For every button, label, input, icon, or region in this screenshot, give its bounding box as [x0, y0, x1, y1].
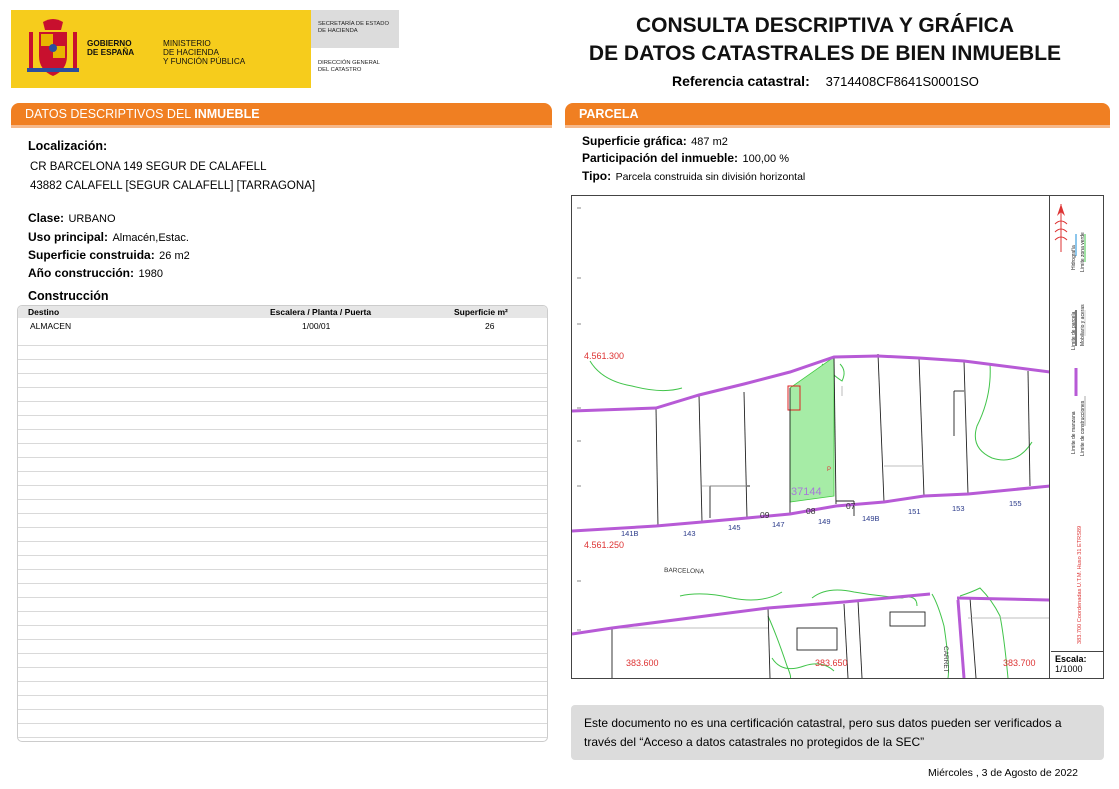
highlighted-parcel — [790, 357, 834, 502]
coordinate-system-label: 383.700 Coordenadas U.T.M. Huso 31 ETRS89 — [1077, 525, 1083, 644]
section-underline-left — [11, 125, 552, 128]
legend-mobiliario: Mobiliario y aceras — [1080, 304, 1086, 346]
section-header-parcela — [565, 103, 1110, 125]
coord-north-top: 4.561.300 — [584, 351, 625, 361]
num-155: 155 — [1009, 499, 1022, 508]
map-legend — [1051, 196, 1103, 651]
num-149: 149 — [818, 517, 831, 526]
num-149b: 149B — [862, 514, 880, 523]
localizacion-line-1: CR BARCELONA 149 SEGUR DE CALAFELL — [30, 161, 267, 173]
section-title-descriptive — [25, 107, 260, 121]
north-arrow-icon — [1055, 204, 1067, 252]
superficie-value: 26 m2 — [159, 250, 190, 262]
section-title-prefix: DATOS DESCRIPTIVOS DEL — [25, 107, 195, 121]
clase-row — [28, 209, 116, 227]
tipo-value: Parcela construida sin división horizontal — [615, 171, 806, 183]
coord-east-mid: 383.650 — [815, 658, 848, 668]
participacion-value: 100,00 % — [742, 153, 789, 165]
col-superficie: Superficie m² — [454, 307, 508, 317]
tipo-label: Tipo: — [582, 169, 612, 183]
num-151: 151 — [908, 507, 921, 516]
section-title-bold: INMUEBLE — [194, 107, 260, 121]
legend-hidrografia: Hidrografía — [1071, 245, 1077, 270]
section-header-descriptive — [11, 103, 552, 125]
scale-label: Escala: — [1055, 654, 1087, 664]
cell-destino: ALMACEN — [30, 321, 72, 331]
localizacion-line-2: 43882 CALAFELL [SEGUR CALAFELL] [TARRAGONA] — [30, 180, 316, 192]
title-line-1: CONSULTA DESCRIPTIVA Y GRÁFICA — [635, 14, 1015, 37]
title-line-2: DE DATOS CATASTRALES DE BIEN INMUEBLE — [588, 42, 1062, 65]
sup-grafica-value: 487 m2 — [691, 136, 728, 148]
num-145: 145 — [728, 523, 741, 532]
superficie-label: Superficie construida: — [28, 248, 155, 262]
legend-parcela: Límite de parcela — [1071, 311, 1077, 350]
coord-north-bottom: 4.561.250 — [584, 540, 625, 550]
coord-east-left: 383.600 — [626, 658, 659, 668]
document-date: Miércoles , 3 de Agosto de 2022 — [928, 767, 1079, 779]
legend-labels — [1071, 232, 1086, 456]
clase-value: URBANO — [68, 213, 116, 225]
secretaria-text: SECRETARÍA DE ESTADO DE HACIENDA — [318, 21, 389, 34]
anio-label: Año construcción: — [28, 266, 135, 280]
table-header — [18, 306, 547, 318]
cadastral-reference — [672, 73, 979, 89]
map-area — [572, 196, 1050, 678]
street-name-barcelona: BARCELONA — [663, 567, 705, 576]
street-name-carret: CARRET — [942, 646, 949, 673]
government-logo-block — [11, 10, 399, 88]
section-underline-right — [565, 125, 1110, 128]
cadastral-map — [571, 195, 1104, 679]
plot-07: 07 — [846, 501, 856, 511]
legend-construcciones: Límite de construcciones — [1080, 400, 1086, 456]
localizacion-label: Localización: — [28, 139, 108, 153]
col-destino: Destino — [28, 307, 60, 317]
legend-manzana: Límite de manzana — [1071, 411, 1077, 454]
plot-08: 08 — [806, 506, 816, 516]
scale-value: 1/1000 — [1055, 664, 1083, 674]
clase-label: Clase: — [28, 211, 65, 225]
anio-value: 1980 — [138, 268, 163, 280]
construccion-title: Construcción — [28, 289, 109, 303]
superficie-row — [28, 246, 190, 264]
sup-grafica-label: Superficie gráfica: — [582, 134, 687, 148]
street-numbers — [621, 499, 1022, 538]
uso-label: Uso principal: — [28, 230, 109, 244]
ref-value: 3714408CF8641S0001SO — [825, 74, 979, 89]
uso-row — [28, 228, 189, 246]
scale-box — [1051, 651, 1103, 678]
num-141b: 141B — [621, 529, 639, 538]
ministerio-text: MINISTERIO DE HACIENDA Y FUNCIÓN PÚBLICA — [163, 39, 246, 66]
table-empty-rows — [18, 332, 547, 742]
cell-escalera: 1/00/01 — [302, 321, 331, 331]
legend-drawing — [1051, 196, 1103, 651]
section-title-parcela: PARCELA — [579, 107, 639, 121]
plot-09: 09 — [760, 510, 770, 520]
parcel-marker: P — [827, 467, 832, 473]
num-153: 153 — [952, 504, 965, 513]
cell-superficie: 26 — [485, 321, 495, 331]
coat-of-arms-icon — [25, 18, 81, 80]
legend-zona-verde: Límite zona verde — [1080, 232, 1086, 272]
ref-label: Referencia catastral: — [672, 73, 810, 89]
anio-row — [28, 264, 163, 282]
plot-numbers — [760, 501, 856, 520]
map-drawing — [572, 196, 1050, 678]
sup-grafica-row — [582, 132, 728, 150]
coord-east-right: 383.700 — [1003, 658, 1036, 668]
direccion-text: DIRECCIÓN GENERAL DEL CATASTRO — [318, 60, 380, 73]
map-ticks — [577, 208, 581, 630]
construction-table — [17, 305, 548, 742]
participacion-label: Participación del inmueble: — [582, 151, 739, 165]
participacion-row — [582, 149, 789, 167]
uso-value: Almacén,Estac. — [112, 232, 189, 244]
parcel-number-label: 37144 — [791, 486, 822, 498]
tipo-row — [582, 167, 805, 185]
num-143: 143 — [683, 529, 696, 538]
col-escalera: Escalera / Planta / Puerta — [270, 307, 372, 317]
num-147: 147 — [772, 520, 785, 529]
disclaimer-note: Este documento no es una certificación catastral, pero sus datos pueden ser verificados a través del “Acceso a datos catastrales no protegidos de la SEC” — [571, 705, 1104, 760]
document-title — [560, 12, 1090, 68]
gobierno-text: GOBIERNO DE ESPAÑA — [87, 39, 135, 57]
